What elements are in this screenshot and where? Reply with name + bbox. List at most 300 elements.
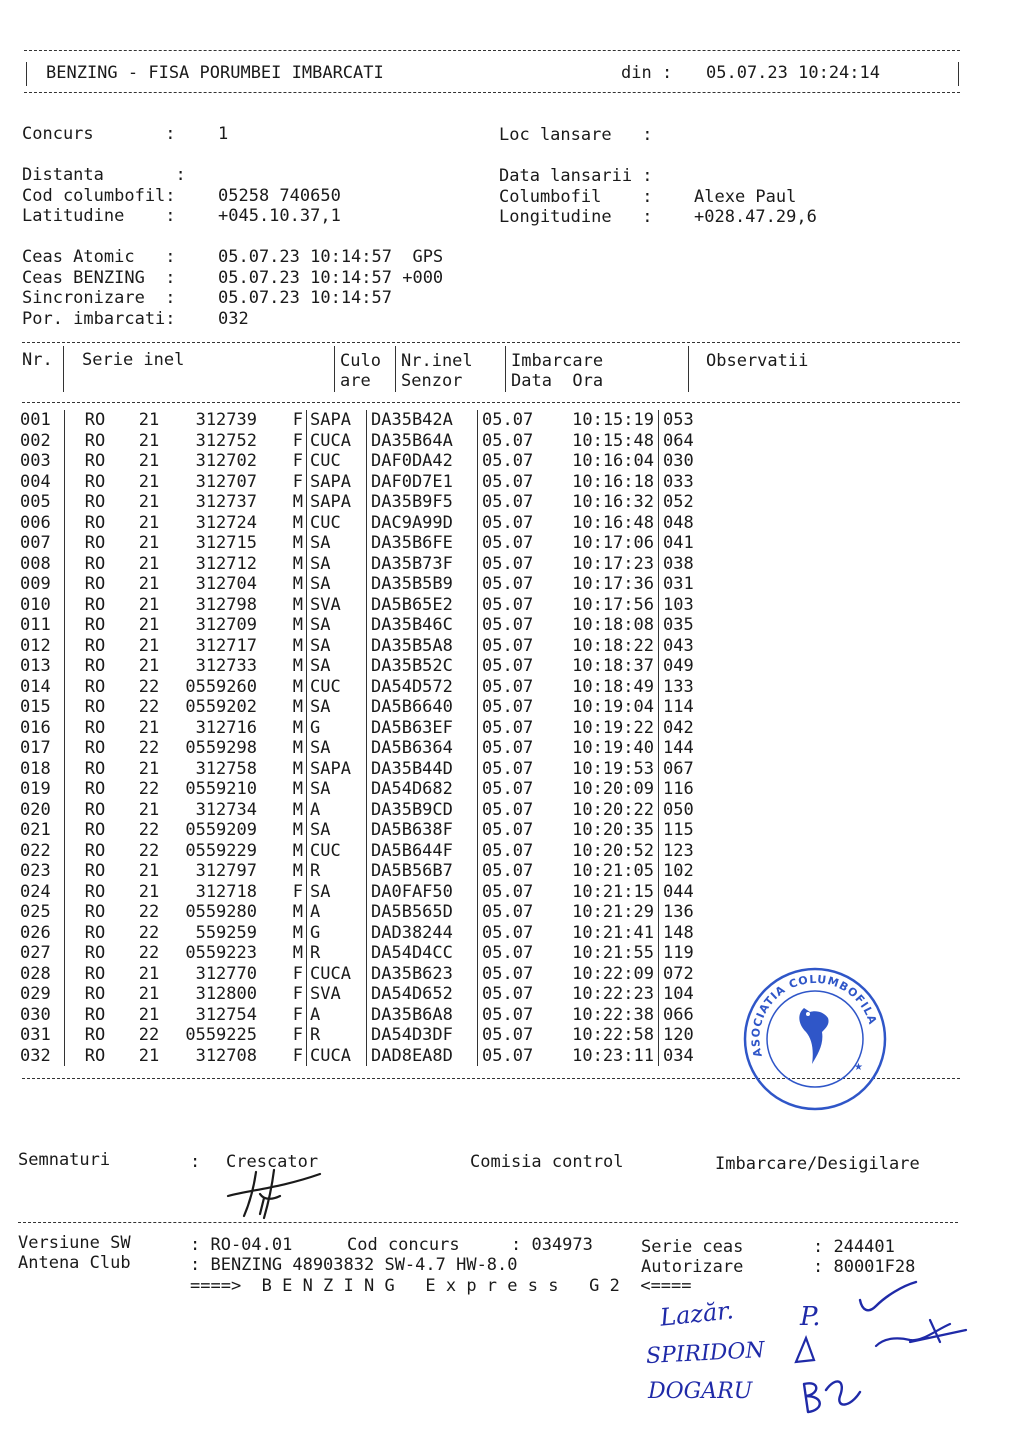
serie-ceas-label: Serie ceas: [641, 1237, 744, 1257]
row-observation: 052: [659, 492, 694, 513]
table-row: [20, 574, 694, 595]
row-year: 21: [138, 533, 160, 554]
row-number: 002: [20, 431, 65, 452]
row-sensor-id: DA35B64A: [367, 431, 478, 452]
row-time: 10:21:55: [572, 943, 654, 964]
imbarcare-desigilare-label: Imbarcare/Desigilare: [715, 1154, 920, 1174]
col-header-imbarcare-2: Data Ora: [511, 371, 604, 391]
row-number: 022: [20, 841, 65, 862]
row-country: RO: [84, 430, 106, 451]
row-year: 21: [138, 881, 160, 902]
row-date: 05.07: [478, 533, 553, 554]
row-country: RO: [84, 820, 106, 841]
row-ring-number: 312734: [195, 799, 257, 820]
row-country: RO: [84, 615, 106, 636]
row-number: 018: [20, 759, 65, 780]
row-date: 05.07: [478, 451, 553, 472]
row-ring-number: 312797: [195, 861, 257, 882]
row-observation: 035: [659, 615, 694, 636]
row-color: SA: [307, 554, 367, 575]
row-ring-number: 312707: [195, 471, 257, 492]
row-color: SA: [307, 656, 367, 677]
row-color: A: [307, 1005, 367, 1026]
row-date: 05.07: [478, 574, 553, 595]
row-sensor-id: DAF0D7E1: [367, 472, 478, 493]
row-time: 10:22:09: [572, 963, 654, 984]
row-country: RO: [84, 656, 106, 677]
row-observation: 031: [659, 574, 694, 595]
row-sex: M: [292, 717, 303, 738]
row-sex: M: [292, 738, 303, 759]
row-color: CUC: [307, 677, 367, 698]
row-time: 10:18:49: [572, 676, 654, 697]
row-observation: 102: [659, 861, 694, 882]
row-ring-number: 312718: [195, 881, 257, 902]
row-sex: M: [292, 840, 303, 861]
row-sex: M: [292, 779, 303, 800]
row-sensor-id: DA5B65E2: [367, 595, 478, 616]
row-sensor-id: DA54D682: [367, 779, 478, 800]
row-color: SA: [307, 779, 367, 800]
table-row: [20, 615, 694, 636]
row-year: 21: [138, 656, 160, 677]
concurs-value: 1: [218, 124, 229, 144]
row-sex: M: [292, 922, 303, 943]
row-time: 10:18:37: [572, 656, 654, 677]
row-ring-number: 0559209: [185, 820, 257, 841]
row-number: 027: [20, 943, 65, 964]
association-stamp: [742, 966, 888, 1112]
serie-ceas-value: : 244401: [813, 1237, 895, 1257]
row-date: 05.07: [478, 636, 553, 657]
row-observation: 067: [659, 759, 694, 780]
row-sex: F: [292, 984, 303, 1005]
row-country: RO: [84, 840, 106, 861]
row-sex: M: [292, 820, 303, 841]
col-header-nrinel-2: Senzor: [401, 371, 463, 391]
header-divider-1: [63, 346, 64, 392]
row-observation: 114: [659, 697, 694, 718]
col-header-culoare-1: Culo: [340, 351, 381, 371]
row-year: 22: [138, 779, 160, 800]
row-year: 21: [138, 861, 160, 882]
row-color: SA: [307, 615, 367, 636]
row-sex: M: [292, 574, 303, 595]
row-color: SA: [307, 574, 367, 595]
header-divider-5: [688, 346, 689, 392]
row-year: 22: [138, 902, 160, 923]
row-country: RO: [84, 881, 106, 902]
row-number: 004: [20, 472, 65, 493]
porumbei-imbarcati-label: Por. imbarcati:: [22, 309, 176, 329]
row-color: SA: [307, 820, 367, 841]
row-number: 026: [20, 923, 65, 944]
semnaturi-colon: :: [190, 1152, 201, 1172]
row-sex: M: [292, 902, 303, 923]
row-number: 017: [20, 738, 65, 759]
row-year: 21: [138, 553, 160, 574]
row-country: RO: [84, 922, 106, 943]
benzing-banner: ====> B E N Z I N G E x p r e s s G 2 <====: [190, 1276, 692, 1296]
row-date: 05.07: [478, 1046, 553, 1067]
commission-signatures: [790, 1280, 980, 1420]
crescator-signature: [220, 1166, 330, 1226]
row-time: 10:17:06: [572, 533, 654, 554]
row-color: G: [307, 923, 367, 944]
row-year: 21: [138, 799, 160, 820]
row-color: SVA: [307, 595, 367, 616]
row-date: 05.07: [478, 615, 553, 636]
row-sensor-id: DA5B63EF: [367, 718, 478, 739]
row-year: 21: [138, 512, 160, 533]
row-ring-number: 312800: [195, 984, 257, 1005]
row-time: 10:20:52: [572, 840, 654, 861]
row-sex: F: [292, 1025, 303, 1046]
row-sex: F: [292, 410, 303, 431]
row-time: 10:21:15: [572, 881, 654, 902]
col-header-observatii: Observatii: [706, 351, 809, 371]
row-country: RO: [84, 451, 106, 472]
document-date-label: din :: [621, 63, 673, 83]
row-year: 22: [138, 943, 160, 964]
row-time: 10:16:32: [572, 492, 654, 513]
row-date: 05.07: [478, 677, 553, 698]
row-year: 22: [138, 840, 160, 861]
row-date: 05.07: [478, 759, 553, 780]
row-sex: M: [292, 656, 303, 677]
document-date: 05.07.23 10:24:14: [706, 63, 880, 83]
row-number: 008: [20, 554, 65, 575]
row-country: RO: [84, 492, 106, 513]
row-year: 21: [138, 430, 160, 451]
row-time: 10:20:22: [572, 799, 654, 820]
table-row: [20, 882, 694, 903]
row-color: SA: [307, 882, 367, 903]
row-color: CUCA: [307, 431, 367, 452]
table-row: [20, 1005, 694, 1026]
cod-concurs-value: : 034973: [511, 1235, 593, 1255]
ceas-atomic-value: 05.07.23 10:14:57 GPS: [218, 247, 444, 267]
table-row: [20, 738, 694, 759]
row-sex: F: [292, 451, 303, 472]
distanta-label: Distanta :: [22, 165, 186, 185]
longitudine-label: Longitudine :: [499, 207, 653, 227]
row-time: 10:19:40: [572, 738, 654, 759]
row-number: 015: [20, 697, 65, 718]
row-ring-number: 312733: [195, 656, 257, 677]
row-time: 10:17:56: [572, 594, 654, 615]
row-country: RO: [84, 533, 106, 554]
row-time: 10:18:22: [572, 635, 654, 656]
row-observation: 103: [659, 595, 694, 616]
table-row: [20, 677, 694, 698]
row-date: 05.07: [478, 697, 553, 718]
row-year: 22: [138, 922, 160, 943]
row-country: RO: [84, 799, 106, 820]
row-sensor-id: DA0FAF50: [367, 882, 478, 903]
col-header-imbarcare-1: Imbarcare: [511, 351, 604, 371]
row-color: SA: [307, 738, 367, 759]
row-ring-number: 312754: [195, 1004, 257, 1025]
row-sex: F: [292, 430, 303, 451]
row-number: 029: [20, 984, 65, 1005]
table-row: [20, 718, 694, 739]
row-number: 007: [20, 533, 65, 554]
col-header-nrinel-1: Nr.inel: [401, 351, 473, 371]
row-time: 10:15:48: [572, 430, 654, 451]
row-sensor-id: DA5B6364: [367, 738, 478, 759]
table-row: [20, 533, 694, 554]
row-ring-number: 0559229: [185, 840, 257, 861]
loc-lansare-label: Loc lansare :: [499, 125, 653, 145]
table-top-rule: [22, 342, 960, 343]
row-date: 05.07: [478, 718, 553, 739]
row-date: 05.07: [478, 943, 553, 964]
row-sex: M: [292, 512, 303, 533]
ceas-benzing-label: Ceas BENZING :: [22, 268, 176, 288]
row-year: 21: [138, 594, 160, 615]
row-number: 006: [20, 513, 65, 534]
row-number: 005: [20, 492, 65, 513]
row-country: RO: [84, 984, 106, 1005]
table-row: [20, 431, 694, 452]
row-ring-number: 312716: [195, 717, 257, 738]
row-year: 22: [138, 697, 160, 718]
row-country: RO: [84, 574, 106, 595]
table-row: [20, 800, 694, 821]
row-color: R: [307, 943, 367, 964]
row-number: 013: [20, 656, 65, 677]
row-observation: 115: [659, 820, 694, 841]
table-row: [20, 779, 694, 800]
row-year: 21: [138, 717, 160, 738]
row-time: 10:22:38: [572, 1004, 654, 1025]
header-divider-4: [505, 346, 506, 392]
row-sensor-id: DA35B42A: [367, 410, 478, 431]
row-date: 05.07: [478, 738, 553, 759]
row-sensor-id: DA35B623: [367, 964, 478, 985]
header-divider-2: [334, 346, 335, 392]
antena-club-label: Antena Club: [18, 1253, 131, 1273]
row-observation: 104: [659, 984, 694, 1005]
row-country: RO: [84, 471, 106, 492]
row-date: 05.07: [478, 656, 553, 677]
row-sensor-id: DAF0DA42: [367, 451, 478, 472]
row-time: 10:23:11: [572, 1045, 654, 1066]
row-sensor-id: DA5B638F: [367, 820, 478, 841]
row-sex: M: [292, 492, 303, 513]
row-time: 10:21:29: [572, 902, 654, 923]
row-ring-number: 0559202: [185, 697, 257, 718]
row-ring-number: 312704: [195, 574, 257, 595]
row-ring-number: 312712: [195, 553, 257, 574]
row-color: SAPA: [307, 410, 367, 431]
table-row: [20, 410, 694, 431]
row-ring-number: 312708: [195, 1045, 257, 1066]
row-sensor-id: DA5B644F: [367, 841, 478, 862]
row-time: 10:22:58: [572, 1025, 654, 1046]
row-observation: 136: [659, 902, 694, 923]
row-sex: F: [292, 963, 303, 984]
row-number: 031: [20, 1025, 65, 1046]
col-header-culoare-2: are: [340, 371, 371, 391]
row-observation: 123: [659, 841, 694, 862]
row-number: 028: [20, 964, 65, 985]
row-date: 05.07: [478, 472, 553, 493]
ceas-benzing-value: 05.07.23 10:14:57 +000: [218, 268, 444, 288]
row-year: 21: [138, 451, 160, 472]
table-row: [20, 984, 694, 1005]
row-observation: 144: [659, 738, 694, 759]
row-ring-number: 0559223: [185, 943, 257, 964]
row-country: RO: [84, 963, 106, 984]
table-row: [20, 595, 694, 616]
table-row: [20, 697, 694, 718]
row-year: 21: [138, 471, 160, 492]
row-sensor-id: DA54D572: [367, 677, 478, 698]
row-observation: 049: [659, 656, 694, 677]
row-date: 05.07: [478, 492, 553, 513]
row-time: 10:15:19: [572, 410, 654, 431]
row-color: SAPA: [307, 759, 367, 780]
row-observation: 042: [659, 718, 694, 739]
cod-columbofil-label: Cod columbofil:: [22, 186, 176, 206]
row-sensor-id: DA35B5B9: [367, 574, 478, 595]
row-country: RO: [84, 512, 106, 533]
row-ring-number: 312739: [195, 410, 257, 431]
row-number: 023: [20, 861, 65, 882]
table-body: [20, 410, 694, 1066]
row-year: 21: [138, 635, 160, 656]
row-country: RO: [84, 594, 106, 615]
row-year: 21: [138, 574, 160, 595]
row-sensor-id: DAD38244: [367, 923, 478, 944]
row-ring-number: 312715: [195, 533, 257, 554]
sincronizare-label: Sincronizare :: [22, 288, 176, 308]
row-ring-number: 312770: [195, 963, 257, 984]
row-sex: F: [292, 1045, 303, 1066]
row-observation: 120: [659, 1025, 694, 1046]
row-date: 05.07: [478, 554, 553, 575]
row-year: 21: [138, 963, 160, 984]
col-header-serie: Serie inel: [82, 350, 185, 370]
row-time: 10:16:18: [572, 471, 654, 492]
table-header-bottom-rule: [22, 402, 960, 403]
row-observation: 038: [659, 554, 694, 575]
row-year: 22: [138, 676, 160, 697]
row-sex: M: [292, 861, 303, 882]
row-observation: 044: [659, 882, 694, 903]
row-country: RO: [84, 1045, 106, 1066]
row-country: RO: [84, 410, 106, 431]
row-color: SAPA: [307, 472, 367, 493]
row-year: 22: [138, 738, 160, 759]
row-time: 10:20:35: [572, 820, 654, 841]
data-lansarii-label: Data lansarii :: [499, 166, 653, 186]
row-number: 025: [20, 902, 65, 923]
row-sensor-id: DA5B565D: [367, 902, 478, 923]
row-date: 05.07: [478, 1005, 553, 1026]
row-number: 011: [20, 615, 65, 636]
row-color: A: [307, 800, 367, 821]
row-date: 05.07: [478, 431, 553, 452]
row-color: SA: [307, 636, 367, 657]
row-sensor-id: DA54D3DF: [367, 1025, 478, 1046]
table-row: [20, 554, 694, 575]
row-time: 10:21:05: [572, 861, 654, 882]
row-sensor-id: DA35B6FE: [367, 533, 478, 554]
row-sensor-id: DA54D652: [367, 984, 478, 1005]
document-title: BENZING - FISA PORUMBEI IMBARCATI: [46, 63, 384, 83]
col-header-nr: Nr.: [22, 350, 53, 370]
row-ring-number: 559259: [195, 922, 257, 943]
autorizare-value: : 80001F28: [813, 1257, 916, 1277]
row-observation: 034: [659, 1046, 694, 1067]
row-observation: 133: [659, 677, 694, 698]
row-sex: M: [292, 594, 303, 615]
row-number: 024: [20, 882, 65, 903]
row-ring-number: 312717: [195, 635, 257, 656]
row-ring-number: 0559280: [185, 902, 257, 923]
row-color: SAPA: [307, 492, 367, 513]
table-row: [20, 451, 694, 472]
row-number: 001: [20, 410, 65, 431]
row-sensor-id: DA35B73F: [367, 554, 478, 575]
autorizare-label: Autorizare: [641, 1257, 744, 1277]
row-sex: F: [292, 881, 303, 902]
table-row: [20, 472, 694, 493]
crescator-label: Crescator: [226, 1152, 319, 1172]
row-date: 05.07: [478, 513, 553, 534]
embarked-pigeons-table: [20, 410, 694, 1066]
row-sensor-id: DA35B46C: [367, 615, 478, 636]
table-row: [20, 759, 694, 780]
row-sex: M: [292, 943, 303, 964]
row-sex: M: [292, 676, 303, 697]
row-year: 22: [138, 1025, 160, 1046]
row-date: 05.07: [478, 1025, 553, 1046]
row-year: 21: [138, 1045, 160, 1066]
columbofil-value: Alexe Paul: [694, 187, 797, 207]
row-time: 10:21:41: [572, 922, 654, 943]
row-time: 10:22:23: [572, 984, 654, 1005]
row-sex: F: [292, 1004, 303, 1025]
row-country: RO: [84, 779, 106, 800]
row-year: 21: [138, 410, 160, 431]
row-sensor-id: DA5B56B7: [367, 861, 478, 882]
row-country: RO: [84, 635, 106, 656]
row-observation: 064: [659, 431, 694, 452]
row-number: 014: [20, 677, 65, 698]
row-sensor-id: DA54D4CC: [367, 943, 478, 964]
row-sex: M: [292, 799, 303, 820]
row-number: 021: [20, 820, 65, 841]
row-date: 05.07: [478, 595, 553, 616]
row-observation: 072: [659, 964, 694, 985]
row-color: CUCA: [307, 1046, 367, 1067]
concurs-label: Concurs :: [22, 124, 176, 144]
row-observation: 119: [659, 943, 694, 964]
row-country: RO: [84, 697, 106, 718]
handwritten-initial: P.: [800, 1302, 821, 1332]
header-top-rule: [24, 50, 960, 51]
row-country: RO: [84, 943, 106, 964]
row-date: 05.07: [478, 861, 553, 882]
handwritten-name-1: Lazăr.: [658, 1296, 735, 1332]
row-number: 012: [20, 636, 65, 657]
stamp-text: ASOCIATIA COLUMBOFILA: [749, 972, 880, 1059]
table-row: [20, 1025, 694, 1046]
